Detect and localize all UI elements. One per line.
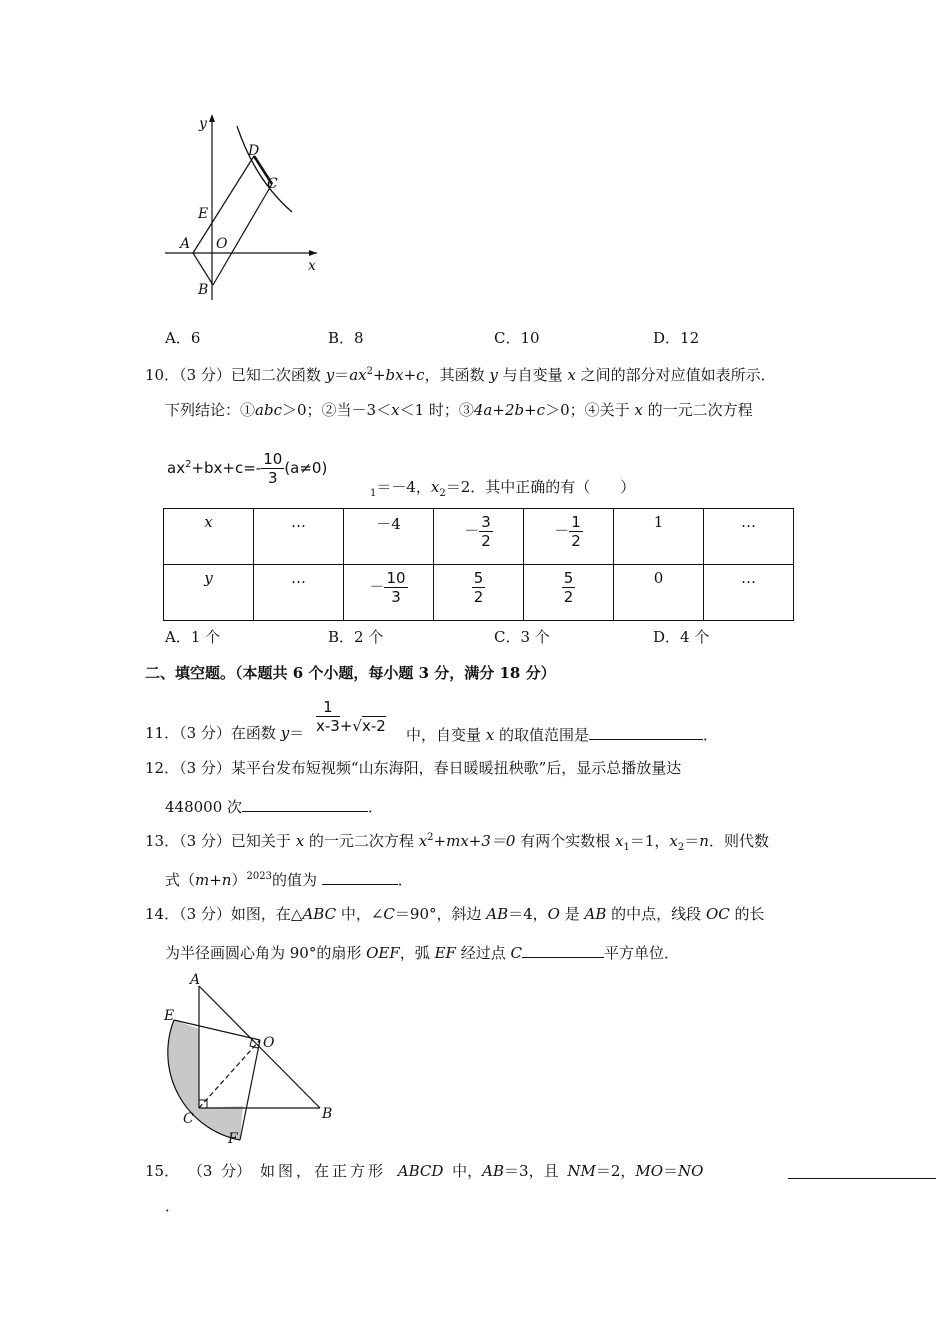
q11-eq: ＝ [289,724,305,742]
q14-score: （3 分） [179,905,231,923]
q14-ef: EF [434,944,456,962]
q13-dot: ． [397,871,413,889]
q10-fn-y: y [325,366,335,384]
q10-line3 [370,477,635,497]
q10-table-cell [344,565,434,621]
q15-text: ＝3，且 [504,1162,568,1180]
q14-text: 如图，在△ [230,905,303,923]
q14-figure [155,968,345,1150]
q10-eq-sq: 2 [185,459,192,470]
q15-nm: NM [567,1162,596,1180]
q10-text: 与自变量 [497,366,568,384]
q14-line2 [165,941,679,963]
q10-frac-num: 10 [386,569,406,587]
q10-line3-x2: x [430,478,440,496]
q10-table-x-label: x [164,509,254,565]
q14-ab: AB [486,905,509,923]
q9-option-a: A．6 [165,329,201,347]
q10-table-cell: 1 [614,509,704,565]
q10-table-cell: … [704,565,794,621]
q10-conclusion-4-x: x [634,401,643,419]
q14-text: ＝4， [508,905,548,923]
q13-sub2: 2 [677,842,685,853]
q10-equation [167,450,327,487]
q10-conclusion-1-expr: abc [255,401,282,419]
q10-fn-sq: 2 [366,366,373,377]
q15-text: 中， [443,1162,483,1180]
q11-line [145,723,304,743]
q14-answer-blank[interactable] [522,941,604,958]
q10-option-b: B．2 个 [328,628,384,646]
q10-table-cell: 0 [614,565,704,621]
q14-c: C [383,905,395,923]
q10-table-row-x [164,509,794,565]
q13-eq-x: x [418,832,428,850]
q14-text: 是 [559,905,585,923]
q10-conclusion-4-rest: 的一元二次方程 [642,401,753,419]
q13-score: （3 分） [179,832,231,850]
q11-sqrt-icon: √ [352,717,362,735]
q9-label-a: A [180,236,191,252]
q10-conclusion-4-mark: ④ [584,401,600,419]
q15-mo: MO [635,1162,664,1180]
q14-o: O [547,905,560,923]
q10-text: 之间的部分对应值如表所示． [575,366,776,384]
q10-table-cell [524,509,614,565]
q11-frac-num: 1 [316,698,340,717]
q9-label-e: E [198,206,209,222]
q13-root-x2: x [669,832,678,850]
q14-oc: OC [705,905,730,923]
q15-answer-blank[interactable] [788,1160,936,1179]
q14-label-e: E [164,1008,175,1024]
q9-label-b: B [198,282,209,298]
q9-option-d: D．12 [653,329,700,347]
q13-line1 [145,831,769,851]
q13-root-x1: x [615,832,624,850]
q15-no: NO [678,1162,704,1180]
q13-expr: m+n [195,871,232,889]
q10-conclusion-3-rest: ＞0； [545,401,585,419]
q14-shaded-region [168,1020,243,1140]
q11-expression [316,698,386,735]
q14-text: 的长 [729,905,765,923]
q10-option-d: D．4 个 [653,628,710,646]
q11-plus: + [339,717,353,735]
q14-text: 为半径画圆心角为 90°的扇形 [165,944,367,962]
q10-table-cell: … [254,565,344,621]
q9-option-b: B．8 [328,329,364,347]
q15-score: （3 分） [187,1162,252,1180]
q10-option-a: A．1 个 [165,628,221,646]
q13-eq-sq: 2 [427,832,434,843]
q15-line1 [145,1161,703,1181]
q10-table-row-y [164,565,794,621]
q10-fn-eq: ＝ [334,366,350,384]
q9-label-y: y [199,116,207,132]
q15-abcd: ABCD [397,1162,444,1180]
q11-var-y: y [280,724,290,742]
q10-conclusion-2-x: x [391,401,400,419]
q10-line1 [145,365,776,385]
q10-eq-cond: (a≠0) [284,459,328,477]
q10-conclusion-1-rest: ＞0； [281,401,322,419]
q9-option-c: C．10 [494,329,540,347]
q12-line1 [145,758,681,778]
q11-answer-blank[interactable] [589,723,703,740]
q11-number: 11． [145,724,180,742]
q10-frac-num: 3 [481,513,491,531]
q13-close: ） [231,871,247,889]
q10-frac-num: 5 [473,569,484,587]
q10-frac-den: 2 [473,588,484,606]
q10-frac-den: 3 [391,588,401,606]
q12-answer-blank[interactable] [242,795,368,812]
q9-label-x: x [308,258,316,274]
q10-number: 10． [145,366,180,384]
q15-dot: ． [165,1197,181,1215]
q10-conclusion-3-mark: ③ [458,401,474,419]
q12-text: 某平台发布短视频“山东海阳，春日暖暖扭秧歌”后，显示总播放量达 [230,759,682,777]
q9-label-o: O [216,236,228,252]
q10-conclusion-3-expr: 4a+2b+c [473,401,546,419]
q12-line2 [165,795,383,817]
q10-eq-fraction [261,450,284,487]
q10-table-cell [434,509,524,565]
q10-score: （3 分） [179,366,231,384]
q11-radicand: x-2 [361,717,386,735]
q9-label-d: D [248,143,260,159]
q10-eq-left: ax [167,459,186,477]
q10-table-cell: －4 [344,509,434,565]
q12-score: （3 分） [179,759,231,777]
q11-text: 的取值范围是 [494,726,590,744]
q10-table-cell: … [704,509,794,565]
q10-frac-num: 5 [563,569,574,587]
q14-label-o: O [263,1035,275,1051]
q10-conclusion-2-rest: ＜1 时； [399,401,459,419]
q10-fn-rest: +bx+c [372,366,425,384]
q14-text: 经过点 [455,944,511,962]
q15-text: ＝2， [595,1162,636,1180]
q14-text: 中，∠ [336,905,384,923]
q11-score: （3 分） [179,724,231,742]
q13-var-x: x [295,832,305,850]
q10-eq-mid: +bx+c=- [191,459,262,477]
q14-text: 的中点，线段 [606,905,706,923]
q10-sub2: 2 [439,488,446,499]
q10-conclusion-2-mark: ② [321,401,337,419]
q11-line-end [406,723,718,745]
q10-frac-num: 1 [571,513,581,531]
q15-text: 如图，在正方形 [259,1162,398,1180]
q10-value-table [163,508,794,621]
q10-neg-sign: － [464,521,480,540]
q11-dot: ． [703,726,719,744]
q10-eq-num: 10 [263,450,283,468]
q14-ab2: AB [584,905,607,923]
q10-fn-a: ax [349,366,367,384]
q10-text: 已知二次函数 [230,366,326,384]
q10-conclusion-2-text: 当－3＜ [336,401,392,419]
q10-frac-den: 2 [563,588,574,606]
q14-label-f: F [228,1131,238,1147]
q14-abc: ABC [302,905,337,923]
q12-number: 12． [145,759,180,777]
q9-figure [155,110,330,305]
q13-text: 有两个实数根 [515,832,616,850]
q13-text: 的一元二次方程 [304,832,419,850]
q10-table-y-label: y [164,565,254,621]
q10-text: ，其函数 [424,366,490,384]
q10-text: 下列结论： [165,401,241,419]
q11-frac-den: x-3 [316,717,340,735]
q13-line2 [165,868,413,890]
q14-label-c: C [183,1111,194,1127]
q10-eq-den: 3 [267,469,278,487]
q10-frac-den: 2 [571,532,581,550]
q13-text: 的值为 [271,871,322,889]
q13-v1: ＝1， [629,832,670,850]
q11-var-x: x [485,726,495,744]
q10-conclusion-1-mark: ① [240,401,256,419]
q10-neg-sign: － [554,521,570,540]
section-2-title: 二、填空题。（本题共 6 个小题，每小题 3 分，满分 18 分） [145,664,556,682]
q10-var-y: y [489,366,498,384]
q14-c2: C [510,944,522,962]
q10-table-cell: … [254,509,344,565]
q10-line3-a: ＝－4， [376,478,431,496]
q10-conclusion-4-text: 关于 [599,401,635,419]
q14-text: 平方单位． [603,944,679,962]
q10-frac-den: 2 [481,532,491,550]
q13-exponent: 2023 [246,871,272,882]
q14-oef: OEF [366,944,400,962]
q15-text: ＝ [663,1162,679,1180]
q14-text: ，弧 [399,944,435,962]
q14-text: ＝90°，斜边 [394,905,487,923]
q11-text: 在函数 [230,724,281,742]
q13-text: ．则代数 [708,832,769,850]
q15-ab: AB [482,1162,505,1180]
q10-line2 [165,400,753,420]
q10-option-c: C．3 个 [494,628,550,646]
q14-label-b: B [322,1106,333,1122]
q13-text: 式（ [165,871,196,889]
q9-label-c: C [267,176,278,192]
q12-text: 448000 次 [165,798,243,816]
q13-number: 13． [145,832,180,850]
q13-v2: ＝ [684,832,700,850]
q14-label-a: A [190,972,201,988]
q13-text: 已知关于 [230,832,296,850]
q12-dot: ． [368,798,384,816]
q10-table-cell [524,565,614,621]
q13-eq-rest: +mx+3＝0 [433,832,516,850]
q13-answer-blank[interactable] [322,868,398,885]
q13-sub1: 1 [623,842,630,853]
q11-text: 中，自变量 [406,726,486,744]
q13-var-n: n [699,832,709,850]
q10-neg-sign: － [369,577,385,596]
q10-table-cell [434,565,524,621]
q14-number: 14． [145,905,180,923]
q10-line3-b: ＝2．其中正确的有（ ） [445,478,636,496]
q10-sub1: 1 [370,488,377,499]
q15-number: 15． [145,1162,180,1180]
q10-var-x: x [567,366,576,384]
q14-line1 [145,904,765,924]
